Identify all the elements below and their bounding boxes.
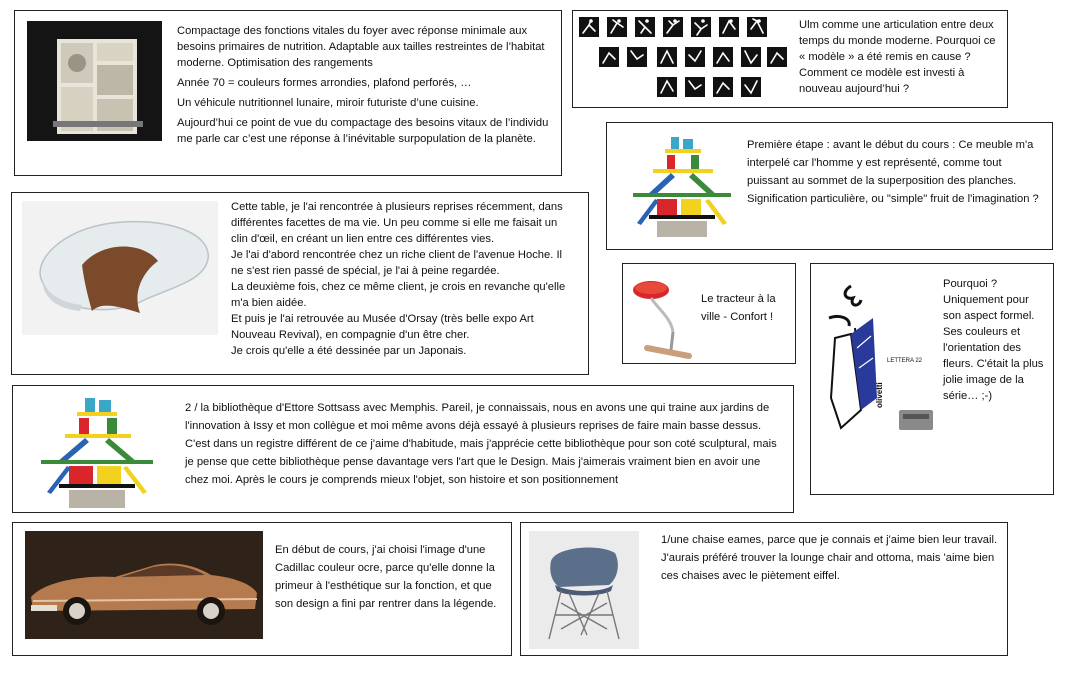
- cadillac-image: [25, 531, 263, 639]
- kitchen-paragraph-1: Compactage des fonctions vitales du foyer avec réponse minimale aux besoins primaires de nutrition. Adaptable aux tailles restreintes de l’habitat moderne. Optimisation des rangements: [177, 25, 545, 69]
- olivetti-poster-text: Pourquoi ? Uniquement pour son aspect formel. Ses couleurs et l'orientation des fleurs. C'était la plus jolie image de la série… ;-): [943, 278, 1044, 402]
- noguchi-line-10: Je crois qu'elle a été dessinée par un Japonais.: [231, 345, 467, 357]
- cadillac-text: En début de cours, j'ai choisi l'image d'une Cadillac couleur ocre, parce qu'elle donne la primeur à l'esthétique sur la fonction, et que son design a fini par rentrer dans la légende.: [275, 544, 497, 610]
- sottsass-bookcase-text: 2 / la bibliothèque d'Ettore Sottsass avec Memphis. Pareil, je connaissais, nous en avons une qui traine aux jardins de l'innovation à Issy et mon collègue et moi même avons déjà essayé à plusieurs reprises de faire main basse dessus. C'est dans un registre différent de ce j'aime d'habitude, mais j'apprécie cette bibliothèque pour son coté sculptural, mais je pense que cette bibliothèque pense davantage vers l'art que le Design. Mais j'aimerais vraiment bien en avoir une chez moi. Après le cours je comprends mieux l'objet, son histoire et son positionnement: [185, 402, 777, 486]
- noguchi-line-1: Cette table, je l'ai rencontrée à plusieurs reprises récemment, dans: [231, 201, 563, 213]
- kitchen-unit-image: [27, 21, 162, 141]
- noguchi-line-7: m'a bien aidée.: [231, 297, 307, 309]
- bookcase-question-text: Première étape : avant le début du cours : Ce meuble m'a interpelé car l'homme y est représenté, comme tout puissant au sommet de la superposition des planches. Signification particulière, ou "simple" fruit de l'imagination ?: [747, 139, 1039, 205]
- glass-table-image: [22, 201, 218, 335]
- card-bookcase-question: [606, 122, 1053, 250]
- kitchen-paragraph-4: Aujourd’hui ce point de vue du compactage des besoins vitaux de l’individu me parle car c’est une réponse à l’inévitable surpopulation de la planète.: [177, 117, 549, 145]
- kitchen-paragraph-3: Un véhicule nutritionnel lunaire, miroir futuriste d’une cuisine.: [177, 97, 479, 109]
- olivetti-poster-image: [821, 278, 939, 438]
- noguchi-line-9: Nouveau Revival), en compagnie d'un être cher.: [231, 329, 470, 341]
- pictograms-text: Ulm comme une articulation entre deux temps du monde moderne. Pourquoi ce « modèle » a été remis en cause ? Comment ce modèle est investi à nouveau aujourd’hui ?: [799, 19, 996, 95]
- bookcase-image-small: [627, 135, 737, 240]
- noguchi-table-text: [231, 199, 581, 359]
- card-olivetti-poster: [810, 263, 1054, 495]
- card-cadillac: [12, 522, 512, 656]
- card-eames-chair: [520, 522, 1008, 656]
- tractor-stool-image: [627, 270, 695, 360]
- eames-chair-text: 1/une chaise eames, parce que je connais et j'aime bien leur travail. J'aurais préféré trouver la lounge chair and ottoma, mais 'aime bien ces chaises avec le piètement eiffel.: [661, 534, 998, 582]
- noguchi-line-3: clin d'œil, en créant un lien entre ces différentes vies.: [231, 233, 495, 245]
- poster-model-label: LETTERA 22: [887, 358, 923, 364]
- kitchen-unit-text: [177, 23, 552, 151]
- olympic-pictograms-image: [577, 15, 789, 103]
- card-sottsass-bookcase: [12, 385, 794, 513]
- noguchi-line-4: Je l'ai d'abord rencontrée chez un riche client de l'avenue Hoche. Il: [231, 249, 563, 261]
- noguchi-line-6: La deuxième fois, chez ce même client, je crois en revanche qu'elle: [231, 281, 566, 293]
- poster-brand-label: olivetti: [875, 382, 884, 408]
- kitchen-paragraph-2: Année 70 = couleurs formes arrondies, plafond perforés, …: [177, 77, 472, 89]
- noguchi-line-8: Et puis je l'ai retrouvée au Musée d'Orsay (très belle expo Art: [231, 313, 534, 325]
- card-tractor-stool: [622, 263, 796, 364]
- noguchi-line-2: différentes facettes de ma vie. Un peu comme si elle me faisait un: [231, 217, 558, 229]
- tractor-stool-text: Le tracteur à la ville - Confort !: [701, 293, 776, 323]
- eames-chair-image: [529, 531, 639, 649]
- card-pictograms: [572, 10, 1008, 108]
- card-noguchi-table: [11, 192, 589, 375]
- noguchi-line-5: ne s'est rien passé de spécial, je l'ai à peine regardée.: [231, 265, 500, 277]
- card-kitchen-unit: [14, 10, 562, 176]
- bookcase-image-large: [35, 396, 159, 510]
